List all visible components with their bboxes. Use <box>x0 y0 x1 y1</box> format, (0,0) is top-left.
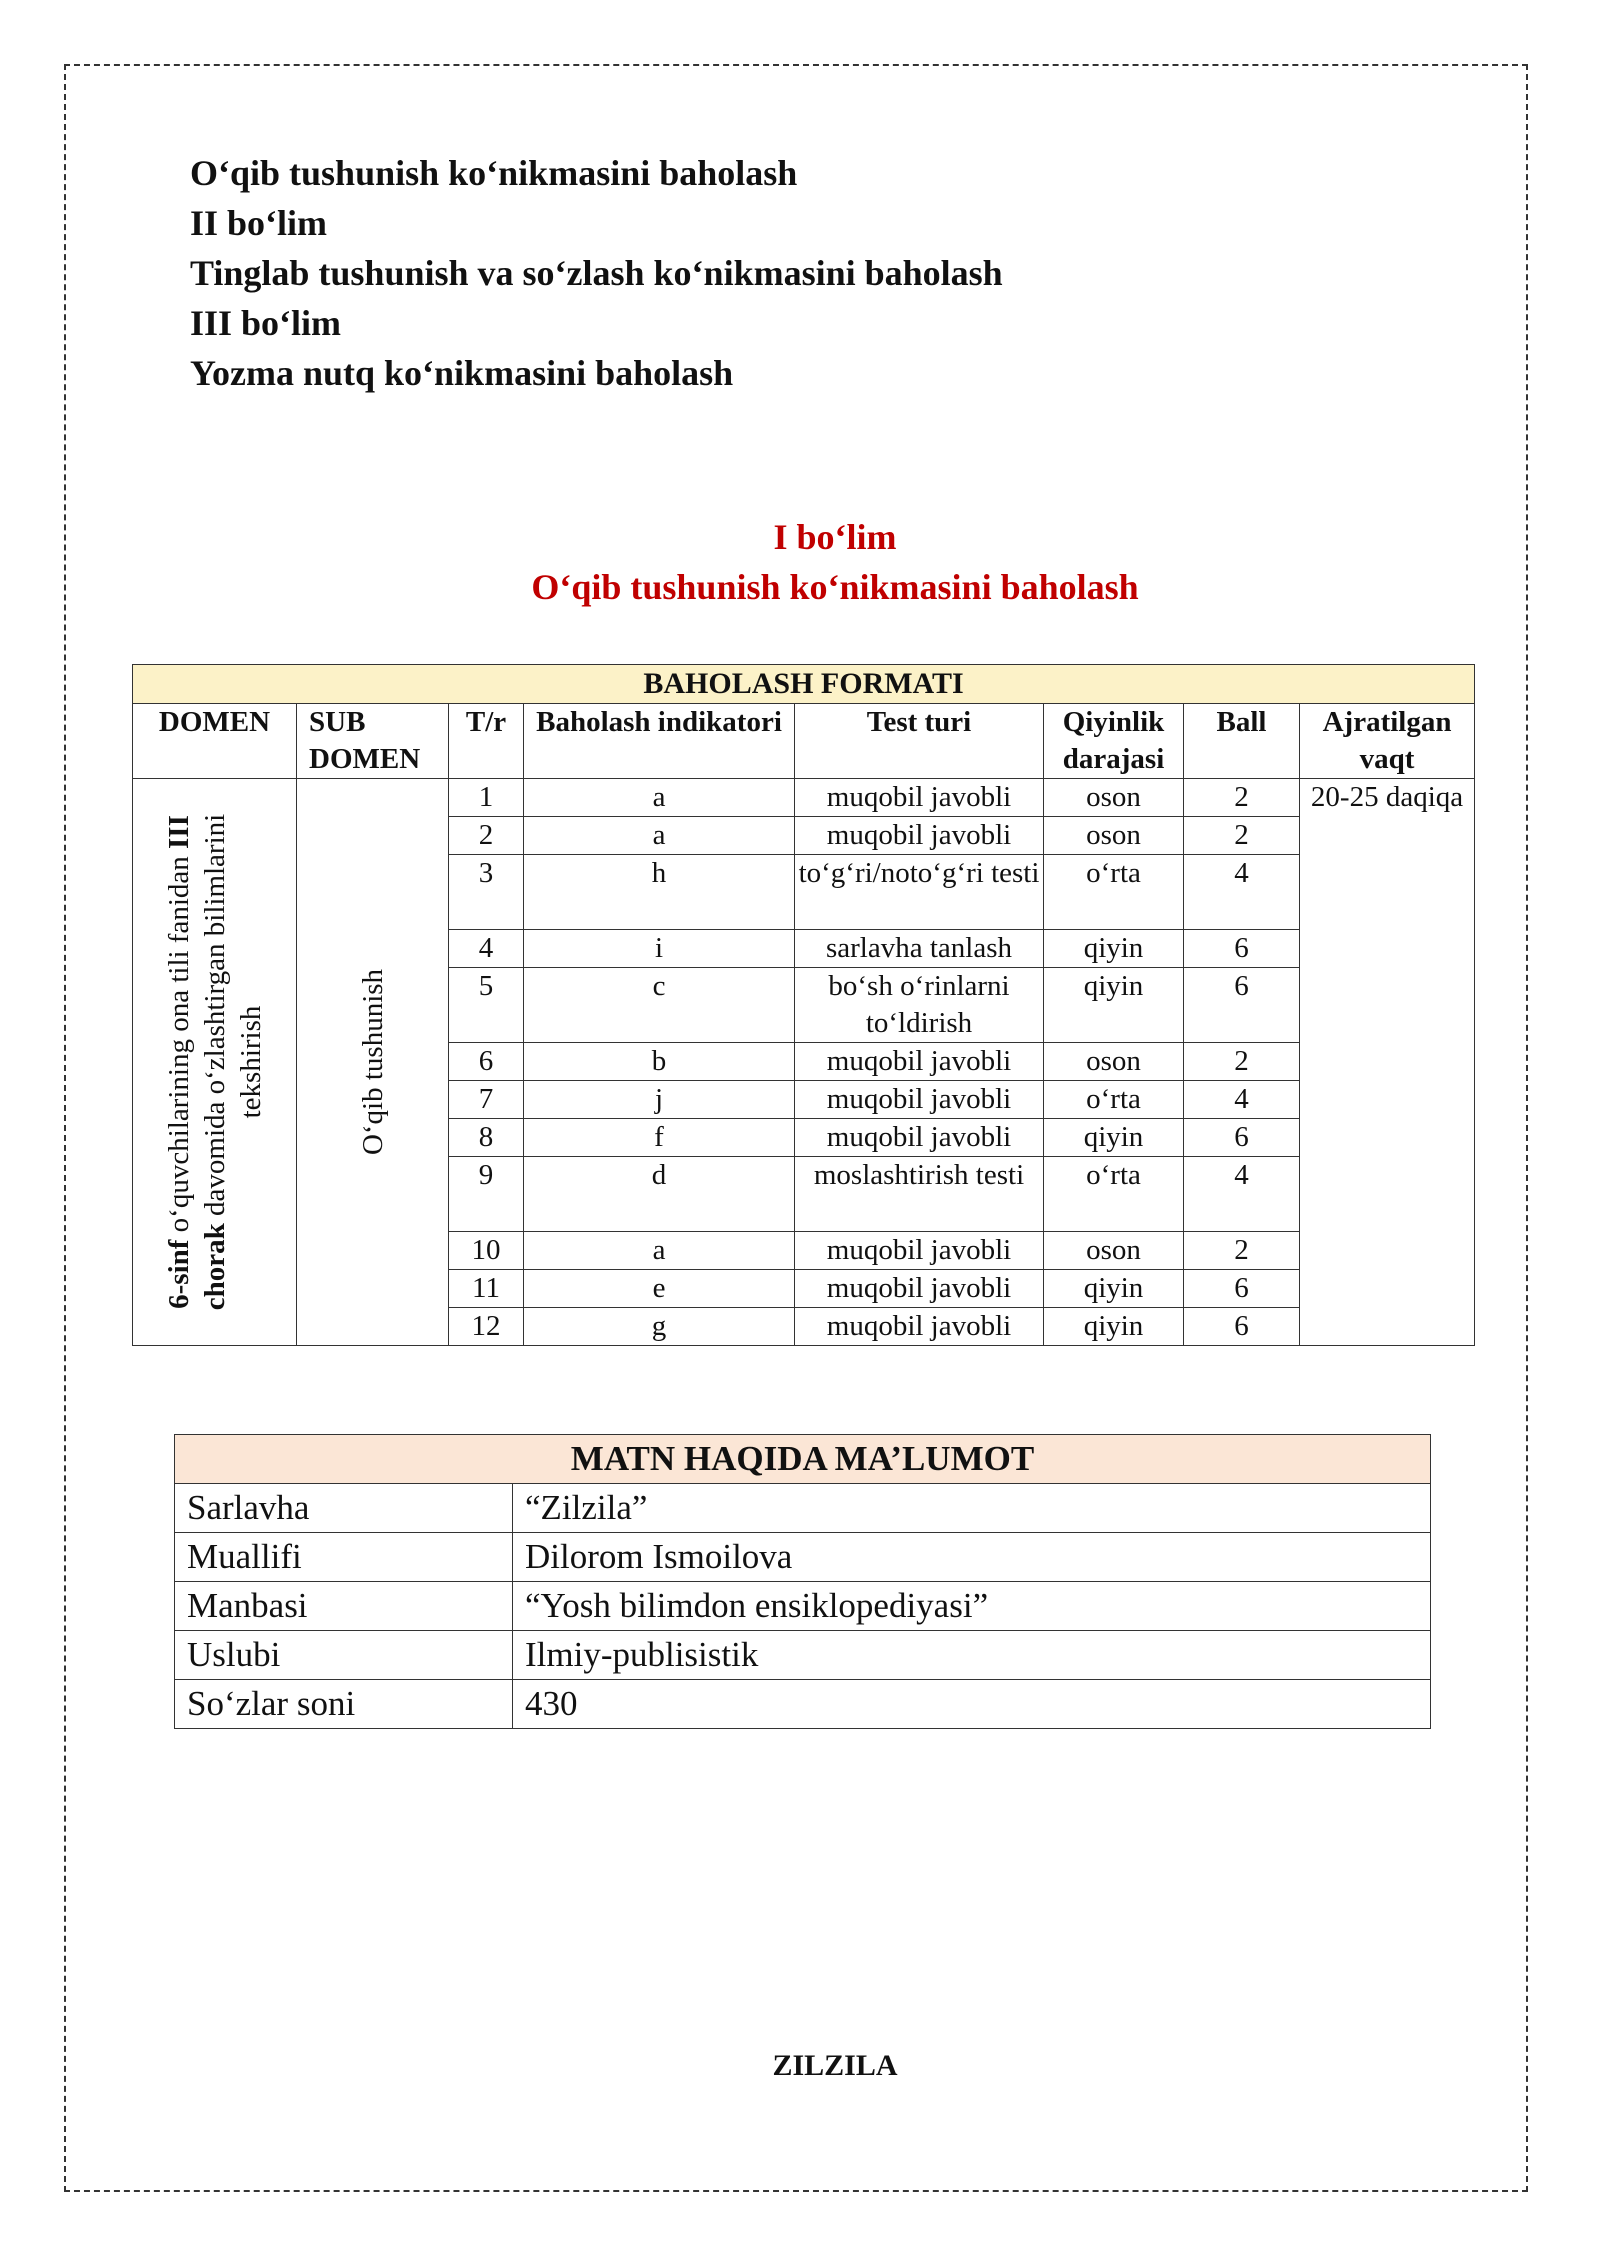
row-difficulty: oson <box>1044 1232 1184 1270</box>
row-indicator: j <box>524 1081 795 1119</box>
col-header-test-turi: Test turi <box>795 704 1044 779</box>
row-number: 11 <box>449 1270 524 1308</box>
info-row <box>175 1533 1431 1582</box>
row-ball: 2 <box>1184 817 1300 855</box>
row-test-type: moslashtirish testi <box>795 1157 1044 1232</box>
domain-cell <box>133 779 297 1346</box>
row-difficulty: qiyin <box>1044 1119 1184 1157</box>
row-ball: 4 <box>1184 855 1300 930</box>
row-indicator: c <box>524 968 795 1043</box>
row-test-type: muqobil javobli <box>795 1270 1044 1308</box>
row-difficulty: oson <box>1044 1043 1184 1081</box>
row-test-type: sarlavha tanlash <box>795 930 1044 968</box>
outline-item: III bo‘lim <box>190 303 342 343</box>
info-value: 430 <box>513 1680 1431 1729</box>
info-label: Sarlavha <box>175 1484 513 1533</box>
info-row <box>175 1484 1431 1533</box>
col-header-sub-domen: SUB DOMEN <box>297 704 449 779</box>
row-difficulty: o‘rta <box>1044 1081 1184 1119</box>
text-title: ZILZILA <box>772 2049 898 2082</box>
row-indicator: a <box>524 817 795 855</box>
col-header-indikator: Baholash indikatori <box>524 704 795 779</box>
info-row <box>175 1680 1431 1729</box>
row-number: 7 <box>449 1081 524 1119</box>
row-ball: 6 <box>1184 968 1300 1043</box>
row-indicator: i <box>524 930 795 968</box>
row-indicator: a <box>524 779 795 817</box>
outline-item: O‘qib tushunish ko‘nikmasini baholash <box>190 153 798 193</box>
section-title: O‘qib tushunish ko‘nikmasini baholash <box>531 567 1139 607</box>
col-header-tr: T/r <box>449 704 524 779</box>
info-value: Ilmiy-publisistik <box>513 1631 1431 1680</box>
row-number: 12 <box>449 1308 524 1346</box>
row-difficulty: qiyin <box>1044 968 1184 1043</box>
row-test-type: muqobil javobli <box>795 817 1044 855</box>
row-indicator: h <box>524 855 795 930</box>
info-label: Manbasi <box>175 1582 513 1631</box>
outline-item: Yozma nutq ko‘nikmasini baholash <box>190 353 734 393</box>
row-test-type: muqobil javobli <box>795 779 1044 817</box>
info-row <box>175 1582 1431 1631</box>
col-header-qiyinlik: Qiyinlik darajasi <box>1044 704 1184 779</box>
row-difficulty: o‘rta <box>1044 855 1184 930</box>
info-value: Dilorom Ismoilova <box>513 1533 1431 1582</box>
row-ball: 6 <box>1184 930 1300 968</box>
row-ball: 2 <box>1184 1232 1300 1270</box>
row-number: 6 <box>449 1043 524 1081</box>
format-banner: BAHOLASH FORMATI <box>133 665 1475 704</box>
domain-text: 6-sinf o‘quvchilarining ona tili fanidan III chorak davomida o‘zlashtirgan bilimlarini tekshirish <box>162 813 267 1311</box>
row-indicator: f <box>524 1119 795 1157</box>
row-number: 5 <box>449 968 524 1043</box>
section-outline <box>190 148 1003 398</box>
row-difficulty: qiyin <box>1044 1308 1184 1346</box>
row-number: 1 <box>449 779 524 817</box>
row-ball: 4 <box>1184 1081 1300 1119</box>
row-test-type: muqobil javobli <box>795 1232 1044 1270</box>
row-indicator: e <box>524 1270 795 1308</box>
col-header-ball: Ball <box>1184 704 1300 779</box>
row-test-type: to‘g‘ri/noto‘g‘ri testi <box>795 855 1044 930</box>
col-header-vaqt: Ajratilgan vaqt <box>1300 704 1475 779</box>
time-cell: 20-25 daqiqa <box>1300 779 1475 1346</box>
col-header-domen: DOMEN <box>133 704 297 779</box>
row-difficulty: o‘rta <box>1044 1157 1184 1232</box>
assessment-format-table <box>132 664 1475 1346</box>
info-label: So‘zlar soni <box>175 1680 513 1729</box>
row-test-type: bo‘sh o‘rinlarni to‘ldirish <box>795 968 1044 1043</box>
row-difficulty: oson <box>1044 779 1184 817</box>
row-number: 8 <box>449 1119 524 1157</box>
section-number: I bo‘lim <box>773 517 897 557</box>
subdomain-text: O‘qib tushunish <box>356 968 389 1156</box>
row-ball: 4 <box>1184 1157 1300 1232</box>
info-label: Uslubi <box>175 1631 513 1680</box>
subdomain-cell <box>297 779 449 1346</box>
row-ball: 6 <box>1184 1308 1300 1346</box>
row-difficulty: oson <box>1044 817 1184 855</box>
row-indicator: b <box>524 1043 795 1081</box>
info-label: Muallifi <box>175 1533 513 1582</box>
outline-item: II bo‘lim <box>190 203 328 243</box>
row-ball: 2 <box>1184 779 1300 817</box>
info-value: “Yosh bilimdon ensiklopediyasi” <box>513 1582 1431 1631</box>
row-indicator: d <box>524 1157 795 1232</box>
row-test-type: muqobil javobli <box>795 1043 1044 1081</box>
row-number: 3 <box>449 855 524 930</box>
row-test-type: muqobil javobli <box>795 1308 1044 1346</box>
text-info-table <box>174 1434 1431 1729</box>
row-test-type: muqobil javobli <box>795 1081 1044 1119</box>
table-row <box>133 779 1475 817</box>
info-table-title: MATN HAQIDA MA’LUMOT <box>175 1435 1431 1484</box>
row-test-type: muqobil javobli <box>795 1119 1044 1157</box>
row-number: 10 <box>449 1232 524 1270</box>
row-ball: 2 <box>1184 1043 1300 1081</box>
row-number: 4 <box>449 930 524 968</box>
row-indicator: a <box>524 1232 795 1270</box>
info-row <box>175 1631 1431 1680</box>
info-value: “Zilzila” <box>513 1484 1431 1533</box>
outline-item: Tinglab tushunish va so‘zlash ko‘nikmasini baholash <box>190 253 1003 293</box>
row-number: 9 <box>449 1157 524 1232</box>
row-difficulty: qiyin <box>1044 1270 1184 1308</box>
row-number: 2 <box>449 817 524 855</box>
row-ball: 6 <box>1184 1119 1300 1157</box>
row-difficulty: qiyin <box>1044 930 1184 968</box>
row-indicator: g <box>524 1308 795 1346</box>
row-ball: 6 <box>1184 1270 1300 1308</box>
